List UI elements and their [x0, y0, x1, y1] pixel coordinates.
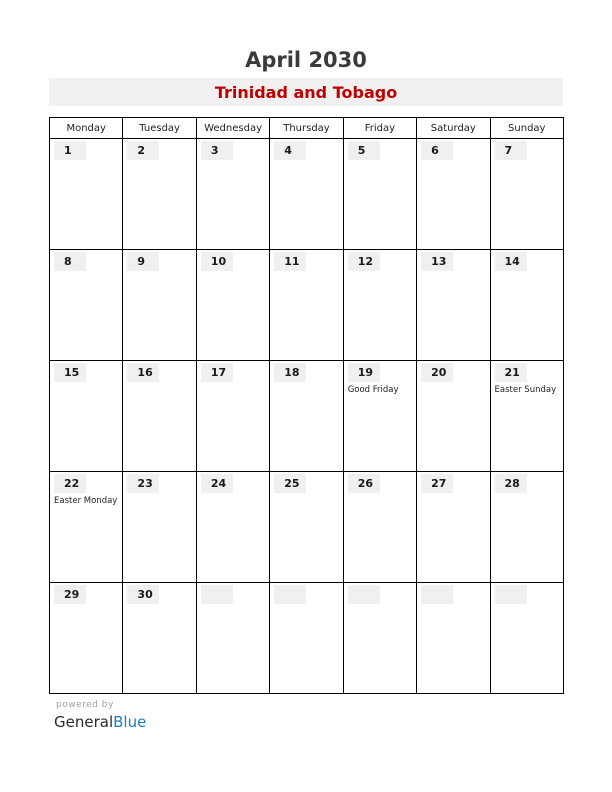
country-band — [49, 78, 563, 106]
day-cell — [417, 583, 490, 694]
day-cell — [196, 583, 269, 694]
day-number: 28 — [495, 474, 527, 493]
day-cell — [343, 361, 416, 472]
day-cell — [417, 472, 490, 583]
day-cell — [50, 361, 123, 472]
weekday-header: Sunday — [490, 118, 563, 139]
day-number: 8 — [54, 252, 86, 271]
week-row — [50, 472, 564, 583]
day-number: 3 — [201, 141, 233, 160]
day-number: 25 — [274, 474, 306, 493]
day-number — [201, 585, 233, 604]
day-number: 10 — [201, 252, 233, 271]
day-cell — [196, 472, 269, 583]
day-cell — [50, 139, 123, 250]
day-cell — [270, 250, 343, 361]
day-number: 11 — [274, 252, 306, 271]
day-number: 1 — [54, 141, 86, 160]
country-name: Trinidad and Tobago — [214, 83, 398, 102]
day-cell — [123, 139, 196, 250]
day-cell — [196, 250, 269, 361]
generalblue-logo[interactable] — [54, 713, 146, 731]
day-number: 17 — [201, 363, 233, 382]
weekday-header: Wednesday — [196, 118, 269, 139]
day-number: 27 — [421, 474, 453, 493]
powered-by-text: powered by — [56, 700, 114, 710]
weekday-header: Monday — [50, 118, 123, 139]
day-cell — [196, 361, 269, 472]
day-cell — [270, 139, 343, 250]
day-cell — [50, 472, 123, 583]
day-number: 22 — [54, 474, 86, 493]
day-cell — [343, 139, 416, 250]
logo-general: General — [54, 713, 114, 731]
calendar-grid — [49, 117, 564, 694]
day-number: 6 — [421, 141, 453, 160]
day-number — [274, 585, 306, 604]
day-number: 24 — [201, 474, 233, 493]
week-row — [50, 583, 564, 694]
day-number: 12 — [348, 252, 380, 271]
day-number: 19 — [348, 363, 380, 382]
day-cell — [490, 583, 563, 694]
day-cell — [490, 472, 563, 583]
day-cell — [417, 361, 490, 472]
day-cell — [196, 139, 269, 250]
day-number: 30 — [127, 585, 159, 604]
day-number: 29 — [54, 585, 86, 604]
day-cell — [343, 250, 416, 361]
day-number: 5 — [348, 141, 380, 160]
calendar-title: April 2030 — [245, 48, 367, 72]
day-number: 9 — [127, 252, 159, 271]
day-number — [421, 585, 453, 604]
day-cell — [417, 250, 490, 361]
day-cell — [270, 472, 343, 583]
weekday-header: Friday — [343, 118, 416, 139]
day-cell — [123, 250, 196, 361]
day-number: 14 — [495, 252, 527, 271]
week-row — [50, 250, 564, 361]
day-number — [495, 585, 527, 604]
weekday-header: Tuesday — [123, 118, 196, 139]
holiday-label: Good Friday — [347, 385, 399, 395]
day-cell — [123, 583, 196, 694]
weekday-header: Saturday — [417, 118, 490, 139]
day-cell — [343, 472, 416, 583]
day-cell — [343, 583, 416, 694]
day-cell — [50, 583, 123, 694]
day-number: 4 — [274, 141, 306, 160]
day-number: 20 — [421, 363, 453, 382]
day-number: 15 — [54, 363, 86, 382]
holiday-label: Easter Sunday — [494, 385, 557, 395]
day-cell — [490, 250, 563, 361]
day-cell — [490, 139, 563, 250]
day-number: 16 — [127, 363, 159, 382]
holiday-label: Easter Monday — [54, 496, 118, 506]
day-number: 13 — [421, 252, 453, 271]
day-number: 23 — [127, 474, 159, 493]
day-cell — [490, 361, 563, 472]
day-number: 7 — [495, 141, 527, 160]
day-cell — [417, 139, 490, 250]
weekday-header-row — [50, 118, 564, 139]
day-number — [348, 585, 380, 604]
weekday-header: Thursday — [270, 118, 343, 139]
day-number: 21 — [495, 363, 527, 382]
week-row — [50, 361, 564, 472]
day-cell — [270, 583, 343, 694]
logo-blue: Blue — [113, 713, 147, 731]
day-cell — [50, 250, 123, 361]
day-number: 26 — [348, 474, 380, 493]
day-cell — [123, 361, 196, 472]
day-number: 2 — [127, 141, 159, 160]
week-row — [50, 139, 564, 250]
day-cell — [270, 361, 343, 472]
day-number: 18 — [274, 363, 306, 382]
day-cell — [123, 472, 196, 583]
